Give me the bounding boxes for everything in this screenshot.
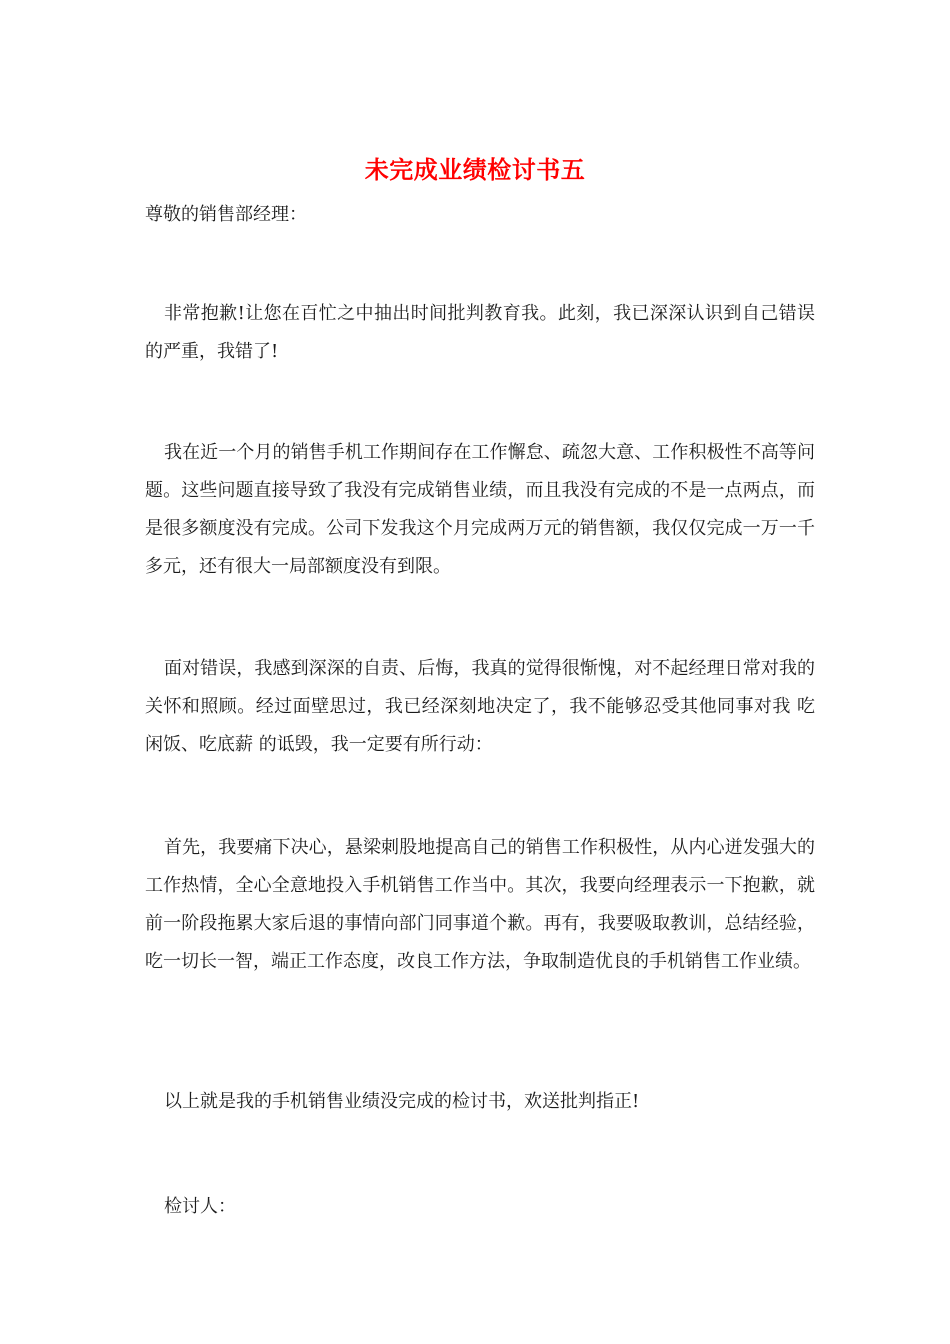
document-title: 未完成业绩检讨书五: [364, 155, 586, 184]
paragraph-apology: 非常抱歉!让您在百忙之中抽出时间批判教育我。此刻，我已深深认识到自己错误的严重，我错了!: [145, 303, 815, 362]
paragraph-reflection: 面对错误，我感到深深的自责、后悔，我真的觉得很惭愧，对不起经理日常对我的关怀和照顾。经过面壁思过，我已经深刻地决定了，我不能够忍受其他同事对我 吃闲饭、吃底薪 的诋毁，我一定要有所行动：: [145, 658, 815, 755]
paragraph-actions: 首先，我要痛下决心，悬梁刺股地提高自己的销售工作积极性，从内心迸发强大的工作热情，全心全意地投入手机销售工作当中。其次，我要向经理表示一下抱歉，就前一阶段拖累大家后退的事情向部门同事道个歉。再有，我要吸取教训，总结经验，吃一切长一智，端正工作态度，改良工作方法，争取制造优良的手机销售工作业绩。: [145, 837, 815, 972]
paragraph-problems: 我在近一个月的销售手机工作期间存在工作懈怠、疏忽大意、工作积极性不高等问题。这些问题直接导致了我没有完成销售业绩，而且我没有完成的不是一点两点，而是很多额度没有完成。公司下发我这个月完成两万元的销售额，我仅仅完成一万一千多元，还有很大一局部额度没有到限。: [145, 442, 815, 577]
signer-label: 检讨人：: [164, 1196, 236, 1217]
salutation: 尊敬的销售部经理：: [145, 204, 307, 225]
paragraph-closing: 以上就是我的手机销售业绩没完成的检讨书，欢送批判指正!: [164, 1091, 640, 1112]
